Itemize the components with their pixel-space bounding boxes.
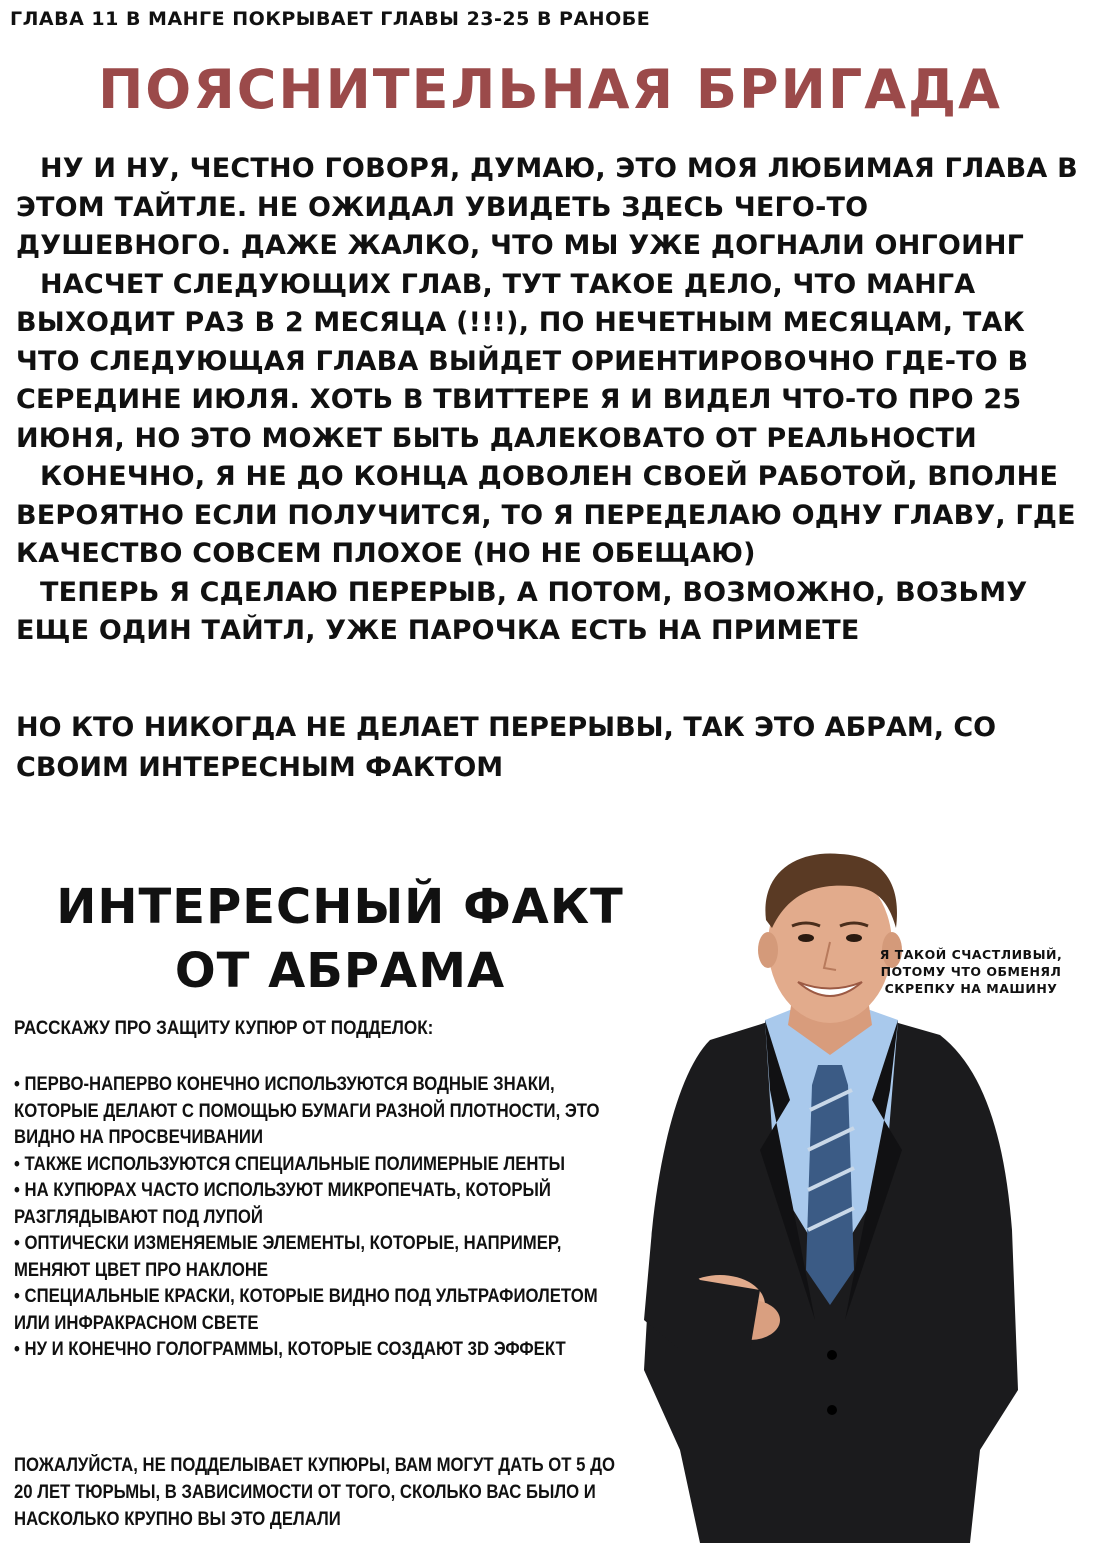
fact-title-line-2: ОТ АБРАМА: [174, 943, 506, 999]
speech-line-1: Я ТАКОЙ СЧАСТЛИВЫЙ,: [879, 947, 1063, 962]
speech-line-3: СКРЕПКУ НА МАШИНУ: [884, 981, 1058, 996]
fact-list: [14, 1072, 621, 1364]
paragraph-4: ТЕПЕРЬ Я СДЕЛАЮ ПЕРЕРЫВ, А ПОТОМ, ВОЗМОЖНО, ВОЗЬМУ ЕЩЕ ОДИН ТАЙТЛ, УЖЕ ПАРОЧКА ЕСТЬ НА ПРИМЕТЕ: [16, 576, 1028, 646]
fact-item-4: • ОПТИЧЕСКИ ИЗМЕНЯЕМЫЕ ЭЛЕМЕНТЫ, КОТОРЫЕ, НАПРИМЕР, МЕНЯЮТ ЦВЕТ ПРО НАКЛОНЕ: [14, 1233, 562, 1281]
fact-title: [40, 875, 640, 1003]
paragraph-1: НУ И НУ, ЧЕСТНО ГОВОРЯ, ДУМАЮ, ЭТО МОЯ ЛЮБИМАЯ ГЛАВА В ЭТОМ ТАЙТЛЕ. НЕ ОЖИДАЛ УВИДЕТЬ ЗДЕСЬ ЧЕГО-ТО ДУШЕВНОГО. ДАЖЕ ЖАЛКО, ЧТО МЫ УЖЕ ДОГНАЛИ ОНГОИНГ: [16, 153, 1078, 261]
closing-line: НО КТО НИКОГДА НЕ ДЕЛАЕТ ПЕРЕРЫВЫ, ТАК ЭТО АБРАМ, СО СВОИМ ИНТЕРЕСНЫМ ФАКТОМ: [16, 712, 997, 783]
page-title: ПОЯСНИТЕЛЬНАЯ БРИГАДА: [98, 58, 1002, 121]
speech-line-2: ПОТОМУ ЧТО ОБМЕНЯЛ: [880, 964, 1062, 979]
speech-caption: [866, 946, 1076, 997]
paragraph-3: КОНЕЧНО, Я НЕ ДО КОНЦА ДОВОЛЕН СВОЕЙ РАБОТОЙ, ВПОЛНЕ ВЕРОЯТНО ЕСЛИ ПОЛУЧИТСЯ, ТО Я ПЕРЕДЕЛАЮ ОДНУ ГЛАВУ, ГДЕ КАЧЕСТВО СОВСЕМ ПЛОХОЕ (НО НЕ ОБЕЩАЮ): [16, 461, 1076, 569]
fact-outro: ПОЖАЛУЙСТА, НЕ ПОДДЕЛЫВАЕТ КУПЮРЫ, ВАМ МОГУТ ДАТЬ ОТ 5 ДО 20 ЛЕТ ТЮРЬМЫ, В ЗАВИСИМОСТИ ОТ ТОГО, СКОЛЬКО ВАС БЫЛО И НАСКОЛЬКО КРУПНО ВЫ ЭТО ДЕЛАЛИ: [14, 1455, 616, 1530]
fact-item-1: • ПЕРВО-НАПЕРВО КОНЕЧНО ИСПОЛЬЗУЮТСЯ ВОДНЫЕ ЗНАКИ, КОТОРЫЕ ДЕЛАЮТ С ПОМОЩЬЮ БУМАГИ РАЗНОЙ ПЛОТНОСТИ, ЭТО ВИДНО НА ПРОСВЕЧИВАНИИ: [14, 1074, 600, 1148]
chapter-note: ГЛАВА 11 В МАНГЕ ПОКРЫВАЕТ ГЛАВЫ 23-25 В РАНОБЕ: [10, 8, 651, 30]
fact-item-5: • СПЕЦИАЛЬНЫЕ КРАСКИ, КОТОРЫЕ ВИДНО ПОД УЛЬТРАФИОЛЕТОМ ИЛИ ИНФРАКРАСНОМ СВЕТЕ: [14, 1286, 598, 1334]
paragraph-2: НАСЧЕТ СЛЕДУЮЩИХ ГЛАВ, ТУТ ТАКОЕ ДЕЛО, ЧТО МАНГА ВЫХОДИТ РАЗ В 2 МЕСЯЦА (!!!), ПО НЕЧЕТНЫМ МЕСЯЦАМ, ТАК ЧТО СЛЕДУЮЩАЯ ГЛАВА ВЫЙДЕТ ОРИЕНТИРОВОЧНО ГДЕ-ТО В СЕРЕДИНЕ ИЮЛЯ. ХОТЬ В ТВИТТЕРЕ Я И ВИДЕЛ ЧТО-ТО ПРО 25 ИЮНЯ, НО ЭТО МОЖЕТ БЫТЬ ДАЛЕКОВАТО ОТ РЕАЛЬНОСТИ: [16, 268, 1029, 454]
fact-item-2: • ТАКЖЕ ИСПОЛЬЗУЮТСЯ СПЕЦИАЛЬНЫЕ ПОЛИМЕРНЫЕ ЛЕНТЫ: [14, 1153, 566, 1175]
fact-title-line-1: ИНТЕРЕСНЫЙ ФАКТ: [56, 879, 624, 935]
translator-notes: [16, 150, 1086, 651]
fact-item-3: • НА КУПЮРАХ ЧАСТО ИСПОЛЬЗУЮТ МИКРОПЕЧАТЬ, КОТОРЫЙ РАЗГЛЯДЫВАЮТ ПОД ЛУПОЙ: [14, 1180, 551, 1228]
fact-item-6: • НУ И КОНЕЧНО ГОЛОГРАММЫ, КОТОРЫЕ СОЗДАЮТ 3D ЭФФЕКТ: [14, 1339, 566, 1360]
fact-intro: РАССКАЖУ ПРО ЗАЩИТУ КУПЮР ОТ ПОДДЕЛОК:: [14, 1018, 434, 1039]
